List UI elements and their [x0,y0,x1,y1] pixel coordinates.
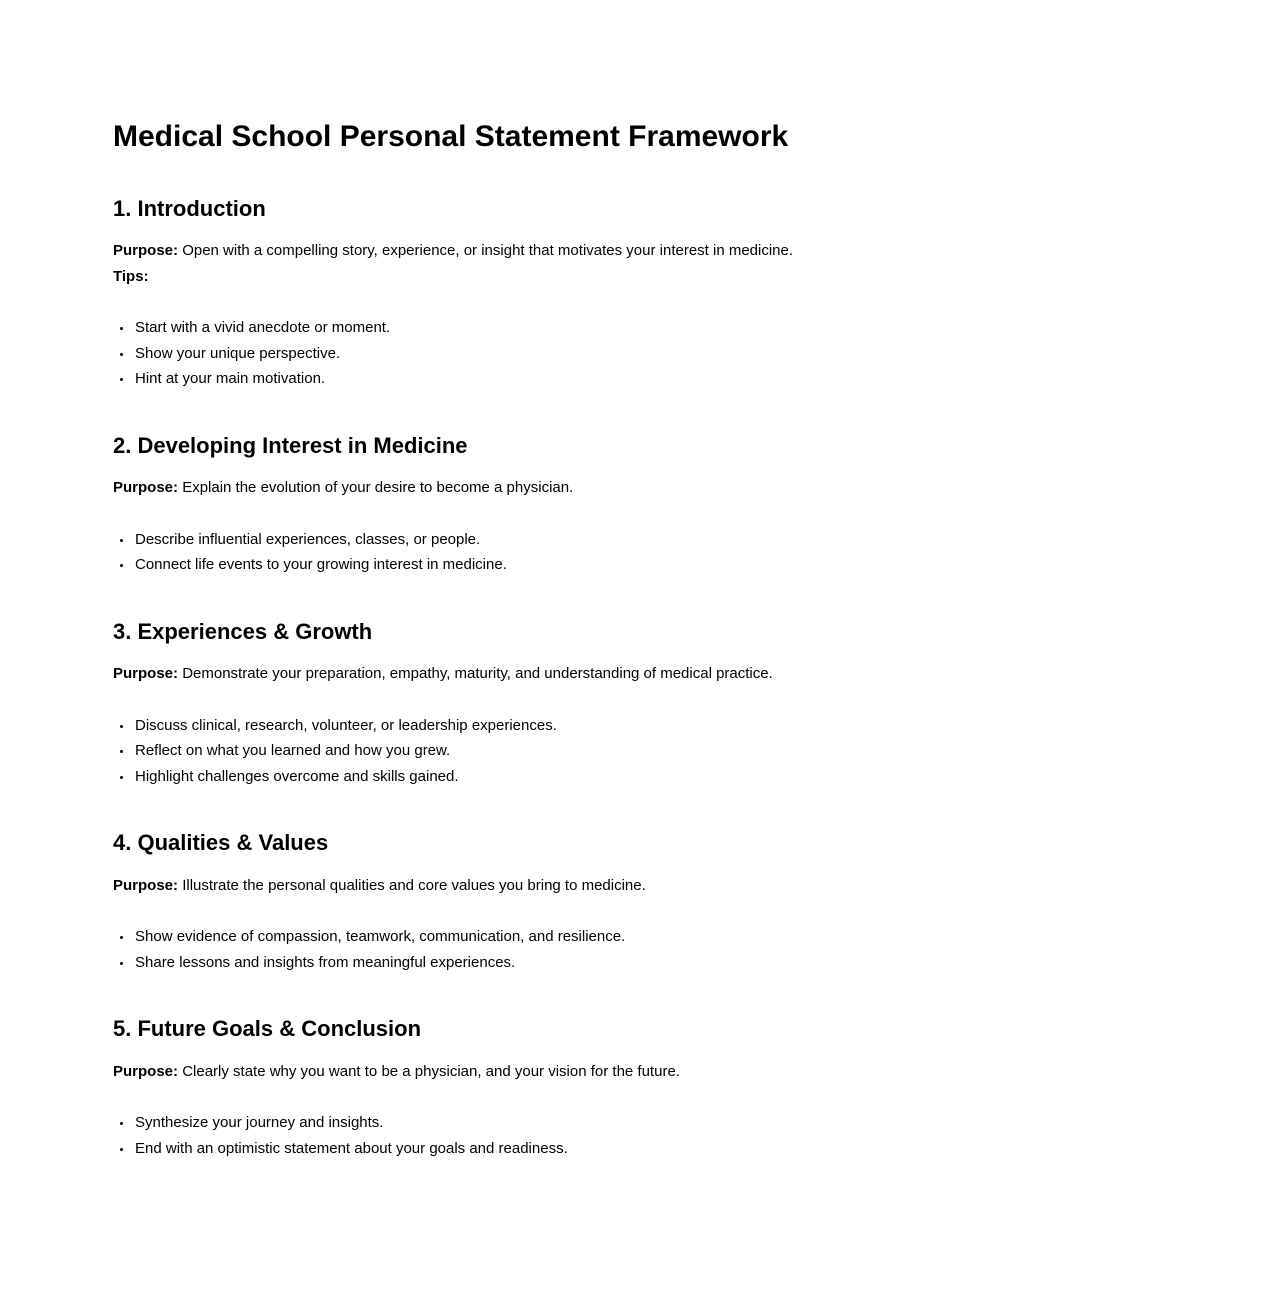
list-item: • Synthesize your journey and insights. [133,1110,1165,1136]
purpose-label: Purpose: [113,1062,179,1080]
purpose-label: Purpose: [113,876,179,894]
list-item: • Show your unique perspective. [133,341,1165,367]
purpose-paragraph [113,661,1165,687]
purpose-label: Purpose: [113,242,179,259]
bullet-list [113,924,1165,975]
section-future-goals-conclusion [113,1015,1165,1161]
list-item: • Show evidence of compassion, teamwork, communication, and resilience. [133,924,1165,950]
list-item: • Highlight challenges overcome and skills gained. [133,764,1165,790]
purpose-text: Clearly state why you want to be a physician, and your vision for the future. [182,1062,680,1080]
list-item: • Hint at your main motivation. [133,366,1165,392]
bullet-list [113,527,1165,578]
list-item: • Share lessons and insights from meaningful experiences. [133,950,1165,976]
purpose-paragraph [113,475,1165,501]
page-title: Medical School Personal Statement Framework [113,120,789,153]
purpose-paragraph [113,873,1165,899]
list-item: • End with an optimistic statement about your goals and readiness. [133,1136,1165,1162]
purpose-label: Purpose: [113,665,179,682]
purpose-text: Explain the evolution of your desire to become a physician. [182,479,574,496]
list-item: • Start with a vivid anecdote or moment. [133,315,1165,341]
section-heading: 5. Future Goals & Conclusion [113,1016,422,1041]
purpose-text: Open with a compelling story, experience, or insight that motivates your interest in medicine. [182,242,794,259]
tips-label: Tips: [113,267,149,285]
bullet-list [113,315,1165,392]
purpose-paragraph [113,238,1165,289]
section-heading: 3. Experiences & Growth [113,618,373,644]
bullet-list [113,1110,1165,1161]
purpose-paragraph [113,1059,1165,1085]
section-qualities-values [113,829,1165,975]
section-heading: 2. Developing Interest in Medicine [113,432,468,458]
section-experiences-growth [113,618,1165,790]
section-heading: 1. Introduction [113,195,266,221]
bullet-list [113,713,1165,790]
list-item: • Describe influential experiences, classes, or people. [133,527,1165,553]
list-item: • Discuss clinical, research, volunteer, or leadership experiences. [133,713,1165,739]
section-developing-interest [113,432,1165,578]
purpose-text: Demonstrate your preparation, empathy, maturity, and understanding of medical practice. [182,665,773,682]
purpose-text: Illustrate the personal qualities and core values you bring to medicine. [182,876,646,894]
list-item: • Connect life events to your growing interest in medicine. [133,552,1165,578]
section-introduction [113,195,1165,392]
list-item: • Reflect on what you learned and how you grew. [133,738,1165,764]
section-heading: 4. Qualities & Values [113,830,329,855]
purpose-label: Purpose: [113,479,179,496]
